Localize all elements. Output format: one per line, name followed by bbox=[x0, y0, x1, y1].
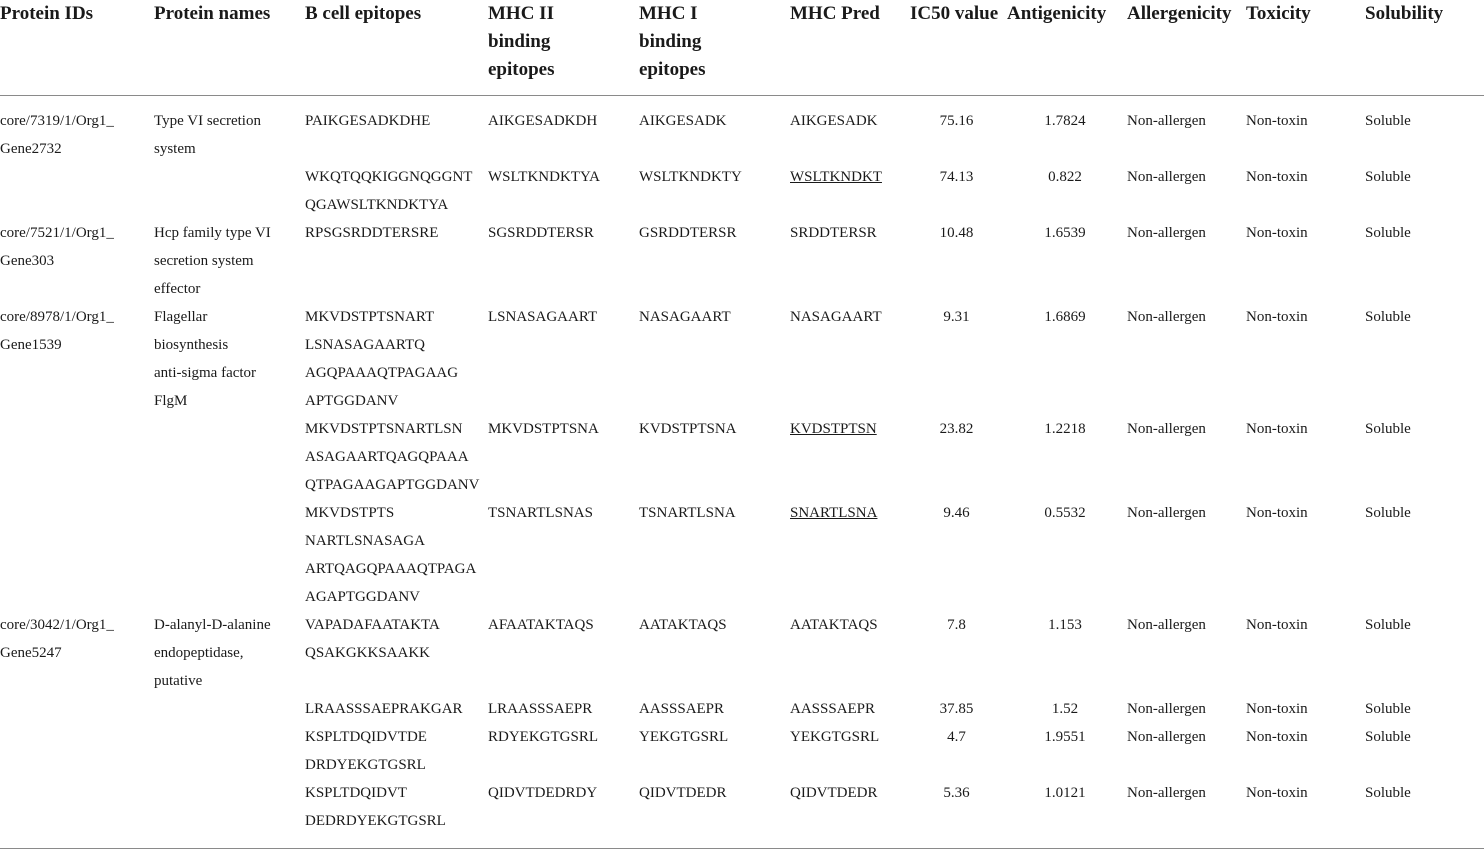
b-cell-epitope-cell-line: LRAASSSAEPRAKGAR bbox=[305, 700, 463, 717]
header-b-cell-epitopes: B cell epitopes bbox=[305, 0, 488, 95]
mhc1-epitope-cell-value: AASSSAEPR bbox=[639, 700, 725, 717]
toxicity-cell bbox=[1246, 611, 1365, 695]
mhc1-epitope-cell bbox=[639, 723, 790, 779]
allergenicity-cell bbox=[1127, 219, 1246, 303]
ic50-cell bbox=[910, 95, 1007, 163]
ic50-cell-value: 5.36 bbox=[943, 784, 970, 801]
header-ic50-value: IC50 value bbox=[910, 0, 1007, 95]
b-cell-epitope-cell-line: QTPAGAAGAPTGGDANV bbox=[305, 476, 480, 493]
allergenicity-cell-value: Non-allergen bbox=[1127, 112, 1206, 129]
ic50-cell bbox=[910, 611, 1007, 695]
mhc1-epitope-cell-value: GSRDDTERSR bbox=[639, 224, 737, 241]
toxicity-cell-value: Non-toxin bbox=[1246, 728, 1308, 745]
table-row bbox=[0, 723, 1484, 779]
protein-name-cell-line: FlgM bbox=[154, 392, 188, 409]
ic50-cell-value: 4.7 bbox=[947, 728, 966, 745]
protein-id-cell bbox=[0, 611, 154, 695]
protein-name-cell-line: biosynthesis bbox=[154, 336, 229, 353]
mhc2-epitope-cell-value: SGSRDDTERSR bbox=[488, 224, 594, 241]
mhc-pred-cell bbox=[790, 499, 910, 611]
mhc-pred-cell bbox=[790, 723, 910, 779]
table-row bbox=[0, 95, 1484, 163]
mhc1-epitope-cell-value: NASAGAART bbox=[639, 308, 731, 325]
mhc-pred-cell-value: AATAKTAQS bbox=[790, 616, 878, 633]
header-solubility: Solubility bbox=[1365, 0, 1484, 95]
ic50-cell-value: 37.85 bbox=[939, 700, 974, 717]
antigenicity-cell-value: 1.52 bbox=[1051, 700, 1079, 717]
toxicity-cell-value: Non-toxin bbox=[1246, 168, 1308, 185]
solubility-cell-value: Soluble bbox=[1365, 784, 1411, 801]
mhc2-epitope-cell-value: AFAATAKTAQS bbox=[488, 616, 594, 633]
toxicity-cell bbox=[1246, 219, 1365, 303]
b-cell-epitope-cell-line: NARTLSNASAGA bbox=[305, 532, 425, 549]
protein-id-cell bbox=[0, 219, 154, 303]
allergenicity-cell bbox=[1127, 303, 1246, 415]
antigenicity-cell-value: 1.9551 bbox=[1044, 728, 1086, 745]
b-cell-epitope-cell bbox=[305, 499, 488, 611]
protein-id-cell bbox=[0, 695, 154, 723]
antigenicity-cell bbox=[1007, 303, 1127, 415]
table-bottom-rule bbox=[0, 848, 1484, 849]
mhc-pred-cell-value: NASAGAART bbox=[790, 308, 882, 325]
allergenicity-cell bbox=[1127, 611, 1246, 695]
mhc1-epitope-cell bbox=[639, 611, 790, 695]
protein-id-cell-line: core/7521/1/Org1_ bbox=[0, 224, 114, 241]
mhc-pred-cell-value: QIDVTDEDR bbox=[790, 784, 878, 801]
mhc2-epitope-cell bbox=[488, 95, 639, 163]
allergenicity-cell bbox=[1127, 163, 1246, 219]
b-cell-epitope-cell-line: MKVDSTPTSNART bbox=[305, 308, 435, 325]
table-row bbox=[0, 611, 1484, 695]
solubility-cell bbox=[1365, 723, 1484, 779]
protein-name-cell-line: D-alanyl-D-alanine bbox=[154, 616, 271, 633]
protein-name-cell-line: system bbox=[154, 140, 196, 157]
solubility-cell-value: Soluble bbox=[1365, 616, 1411, 633]
protein-id-cell-line: Gene5247 bbox=[0, 644, 62, 661]
toxicity-cell-value: Non-toxin bbox=[1246, 308, 1308, 325]
toxicity-cell-value: Non-toxin bbox=[1246, 224, 1308, 241]
allergenicity-cell-value: Non-allergen bbox=[1127, 728, 1206, 745]
mhc-pred-cell bbox=[790, 779, 910, 845]
header-allergenicity: Allergenicity bbox=[1127, 0, 1246, 95]
protein-name-cell bbox=[154, 723, 305, 779]
table-row bbox=[0, 695, 1484, 723]
mhc2-epitope-cell-value: LSNASAGAART bbox=[488, 308, 598, 325]
mhc1-epitope-cell bbox=[639, 779, 790, 845]
mhc2-epitope-cell bbox=[488, 723, 639, 779]
toxicity-cell bbox=[1246, 499, 1365, 611]
b-cell-epitope-cell-line: MKVDSTPTSNARTLSN bbox=[305, 420, 463, 437]
solubility-cell bbox=[1365, 163, 1484, 219]
solubility-cell bbox=[1365, 611, 1484, 695]
protein-name-cell-line: Type VI secretion bbox=[154, 112, 261, 129]
toxicity-cell-value: Non-toxin bbox=[1246, 420, 1308, 437]
b-cell-epitope-cell bbox=[305, 95, 488, 163]
solubility-cell-value: Soluble bbox=[1365, 420, 1411, 437]
allergenicity-cell-value: Non-allergen bbox=[1127, 616, 1206, 633]
b-cell-epitope-cell-line: KSPLTDQIDVTDE bbox=[305, 728, 427, 745]
solubility-cell-value: Soluble bbox=[1365, 504, 1411, 521]
protein-name-cell-line: secretion system bbox=[154, 252, 254, 269]
header-row bbox=[0, 0, 1484, 95]
mhc1-epitope-cell bbox=[639, 499, 790, 611]
protein-name-cell bbox=[154, 95, 305, 163]
mhc1-epitope-cell-value: WSLTKNDKTY bbox=[639, 168, 742, 185]
protein-id-cell-line: Gene1539 bbox=[0, 336, 62, 353]
header-toxicity: Toxicity bbox=[1246, 0, 1365, 95]
mhc2-epitope-cell bbox=[488, 303, 639, 415]
toxicity-cell bbox=[1246, 95, 1365, 163]
toxicity-cell bbox=[1246, 695, 1365, 723]
ic50-cell bbox=[910, 303, 1007, 415]
b-cell-epitope-cell-line: QGAWSLTKNDKTYA bbox=[305, 196, 449, 213]
allergenicity-cell bbox=[1127, 415, 1246, 499]
mhc-pred-cell bbox=[790, 695, 910, 723]
b-cell-epitope-cell-line: AGQPAAAQTPAGAAG bbox=[305, 364, 459, 381]
mhc2-epitope-cell-value: RDYEKGTGSRL bbox=[488, 728, 599, 745]
b-cell-epitope-cell bbox=[305, 695, 488, 723]
ic50-cell bbox=[910, 219, 1007, 303]
protein-name-cell-line: effector bbox=[154, 280, 201, 297]
solubility-cell bbox=[1365, 779, 1484, 845]
solubility-cell-value: Soluble bbox=[1365, 112, 1411, 129]
mhc2-epitope-cell bbox=[488, 779, 639, 845]
mhc-pred-cell-value: SRDDTERSR bbox=[790, 224, 877, 241]
table-row bbox=[0, 415, 1484, 499]
mhc1-epitope-cell bbox=[639, 303, 790, 415]
antigenicity-cell bbox=[1007, 779, 1127, 845]
ic50-cell-value: 23.82 bbox=[939, 420, 974, 437]
toxicity-cell bbox=[1246, 723, 1365, 779]
protein-name-cell-line: anti-sigma factor bbox=[154, 364, 257, 381]
mhc2-epitope-cell-value: LRAASSSAEPR bbox=[488, 700, 593, 717]
mhc2-epitope-cell-value: WSLTKNDKTYA bbox=[488, 168, 600, 185]
solubility-cell bbox=[1365, 219, 1484, 303]
mhc2-epitope-cell bbox=[488, 163, 639, 219]
mhc1-epitope-cell bbox=[639, 163, 790, 219]
allergenicity-cell bbox=[1127, 695, 1246, 723]
antigenicity-cell-value: 1.7824 bbox=[1044, 112, 1086, 129]
antigenicity-cell-value: 1.153 bbox=[1048, 616, 1082, 633]
protein-id-cell bbox=[0, 415, 154, 499]
protein-id-cell-line: Gene303 bbox=[0, 252, 55, 269]
ic50-cell bbox=[910, 499, 1007, 611]
b-cell-epitope-cell bbox=[305, 779, 488, 845]
b-cell-epitope-cell-line: APTGGDANV bbox=[305, 392, 399, 409]
ic50-cell bbox=[910, 415, 1007, 499]
mhc-pred-cell bbox=[790, 303, 910, 415]
mhc2-epitope-cell bbox=[488, 695, 639, 723]
b-cell-epitope-cell-line: ASAGAARTQAGQPAAA bbox=[305, 448, 469, 465]
ic50-cell-value: 74.13 bbox=[939, 168, 974, 185]
protein-name-cell bbox=[154, 163, 305, 219]
protein-name-cell bbox=[154, 415, 305, 499]
mhc2-epitope-cell-value: QIDVTDEDRDY bbox=[488, 784, 598, 801]
toxicity-cell-value: Non-toxin bbox=[1246, 784, 1308, 801]
table-row bbox=[0, 779, 1484, 845]
solubility-cell bbox=[1365, 303, 1484, 415]
mhc-pred-cell bbox=[790, 611, 910, 695]
protein-id-cell bbox=[0, 303, 154, 415]
b-cell-epitope-cell-line: QSAKGKKSAAKK bbox=[305, 644, 431, 661]
protein-name-cell-line: putative bbox=[154, 672, 203, 689]
b-cell-epitope-cell bbox=[305, 415, 488, 499]
header-mhc-pred: MHC Pred bbox=[790, 0, 910, 95]
solubility-cell-value: Soluble bbox=[1365, 700, 1411, 717]
mhc-pred-cell-value: AASSSAEPR bbox=[790, 700, 876, 717]
toxicity-cell bbox=[1246, 779, 1365, 845]
solubility-cell-value: Soluble bbox=[1365, 168, 1411, 185]
protein-name-cell bbox=[154, 303, 305, 415]
solubility-cell-value: Soluble bbox=[1365, 308, 1411, 325]
antigenicity-cell bbox=[1007, 95, 1127, 163]
ic50-cell bbox=[910, 163, 1007, 219]
mhc-pred-cell bbox=[790, 95, 910, 163]
header-protein-names: Protein names bbox=[154, 0, 305, 95]
ic50-cell bbox=[910, 695, 1007, 723]
allergenicity-cell bbox=[1127, 499, 1246, 611]
antigenicity-cell bbox=[1007, 163, 1127, 219]
mhc2-epitope-cell-value: TSNARTLSNAS bbox=[488, 504, 593, 521]
mhc2-epitope-cell bbox=[488, 499, 639, 611]
allergenicity-cell bbox=[1127, 779, 1246, 845]
table-row bbox=[0, 303, 1484, 415]
toxicity-cell bbox=[1246, 163, 1365, 219]
b-cell-epitope-cell-line: WKQTQQKIGGNQGGNT bbox=[305, 168, 473, 185]
mhc-pred-cell bbox=[790, 415, 910, 499]
antigenicity-cell bbox=[1007, 499, 1127, 611]
protein-id-cell-line: core/8978/1/Org1_ bbox=[0, 308, 114, 325]
protein-name-cell bbox=[154, 611, 305, 695]
allergenicity-cell-value: Non-allergen bbox=[1127, 420, 1206, 437]
protein-id-cell bbox=[0, 163, 154, 219]
allergenicity-cell-value: Non-allergen bbox=[1127, 168, 1206, 185]
ic50-cell bbox=[910, 723, 1007, 779]
toxicity-cell bbox=[1246, 303, 1365, 415]
protein-id-cell bbox=[0, 95, 154, 163]
protein-name-cell bbox=[154, 695, 305, 723]
ic50-cell-value: 7.8 bbox=[947, 616, 966, 633]
toxicity-cell-value: Non-toxin bbox=[1246, 616, 1308, 633]
b-cell-epitope-cell bbox=[305, 163, 488, 219]
mhc1-epitope-cell-value: KVDSTPTSNA bbox=[639, 420, 737, 437]
mhc2-epitope-cell-value: AIKGESADKDH bbox=[488, 112, 598, 129]
protein-id-cell bbox=[0, 723, 154, 779]
allergenicity-cell bbox=[1127, 95, 1246, 163]
ic50-cell-value: 75.16 bbox=[939, 112, 974, 129]
mhc-pred-cell-value: AIKGESADK bbox=[790, 112, 878, 129]
mhc-pred-cell-value: KVDSTPTSN bbox=[790, 420, 877, 437]
protein-name-cell-line: endopeptidase, bbox=[154, 644, 244, 661]
protein-name-cell-line: Flagellar bbox=[154, 308, 208, 325]
protein-id-cell-line: core/7319/1/Org1_ bbox=[0, 112, 114, 129]
antigenicity-cell-value: 1.2218 bbox=[1044, 420, 1086, 437]
toxicity-cell-value: Non-toxin bbox=[1246, 700, 1308, 717]
allergenicity-cell-value: Non-allergen bbox=[1127, 308, 1206, 325]
antigenicity-cell-value: 0.822 bbox=[1048, 168, 1082, 185]
protein-id-cell bbox=[0, 499, 154, 611]
b-cell-epitope-cell-line: DRDYEKGTGSRL bbox=[305, 756, 426, 773]
b-cell-epitope-cell-line: VAPADAFAATAKTA bbox=[305, 616, 440, 633]
b-cell-epitope-cell bbox=[305, 303, 488, 415]
header-antigenicity: Antigenicity bbox=[1007, 0, 1127, 95]
allergenicity-cell-value: Non-allergen bbox=[1127, 504, 1206, 521]
antigenicity-cell-value: 0.5532 bbox=[1044, 504, 1086, 521]
header-mhc1-epitopes: MHC I binding epitopes bbox=[639, 0, 790, 95]
table-row bbox=[0, 499, 1484, 611]
solubility-cell-value: Soluble bbox=[1365, 728, 1411, 745]
b-cell-epitope-cell bbox=[305, 611, 488, 695]
protein-id-cell-line: Gene2732 bbox=[0, 140, 62, 157]
b-cell-epitope-cell-line: DEDRDYEKGTGSRL bbox=[305, 812, 446, 829]
mhc1-epitope-cell bbox=[639, 95, 790, 163]
mhc2-epitope-cell bbox=[488, 415, 639, 499]
mhc1-epitope-cell-value: AATAKTAQS bbox=[639, 616, 727, 633]
solubility-cell bbox=[1365, 95, 1484, 163]
table-row bbox=[0, 163, 1484, 219]
protein-name-cell bbox=[154, 779, 305, 845]
mhc-pred-cell bbox=[790, 163, 910, 219]
protein-name-cell bbox=[154, 499, 305, 611]
antigenicity-cell bbox=[1007, 219, 1127, 303]
allergenicity-cell-value: Non-allergen bbox=[1127, 784, 1206, 801]
mhc1-epitope-cell bbox=[639, 415, 790, 499]
toxicity-cell bbox=[1246, 415, 1365, 499]
antigenicity-cell bbox=[1007, 695, 1127, 723]
protein-name-cell-line: Hcp family type VI bbox=[154, 224, 271, 241]
antigenicity-cell-value: 1.0121 bbox=[1044, 784, 1086, 801]
b-cell-epitope-cell-line: LSNASAGAARTQ bbox=[305, 336, 425, 353]
protein-id-cell-line: core/3042/1/Org1_ bbox=[0, 616, 114, 633]
solubility-cell bbox=[1365, 695, 1484, 723]
ic50-cell-value: 10.48 bbox=[939, 224, 974, 241]
mhc1-epitope-cell-value: AIKGESADK bbox=[639, 112, 727, 129]
mhc2-epitope-cell bbox=[488, 219, 639, 303]
mhc2-epitope-cell bbox=[488, 611, 639, 695]
table-row bbox=[0, 219, 1484, 303]
protein-name-cell bbox=[154, 219, 305, 303]
antigenicity-cell bbox=[1007, 723, 1127, 779]
mhc-pred-cell-value: YEKGTGSRL bbox=[790, 728, 880, 745]
mhc1-epitope-cell-value: YEKGTGSRL bbox=[639, 728, 729, 745]
ic50-cell-value: 9.31 bbox=[943, 308, 970, 325]
mhc-pred-cell-value: SNARTLSNA bbox=[790, 504, 878, 521]
solubility-cell bbox=[1365, 499, 1484, 611]
b-cell-epitope-cell-line: PAIKGESADKDHE bbox=[305, 112, 431, 129]
b-cell-epitope-cell-line: AGAPTGGDANV bbox=[305, 588, 420, 605]
b-cell-epitope-cell-line: RPSGSRDDTERSRE bbox=[305, 224, 439, 241]
mhc1-epitope-cell-value: TSNARTLSNA bbox=[639, 504, 736, 521]
toxicity-cell-value: Non-toxin bbox=[1246, 112, 1308, 129]
b-cell-epitope-cell-line: KSPLTDQIDVT bbox=[305, 784, 407, 801]
antigenicity-cell bbox=[1007, 611, 1127, 695]
antigenicity-cell-value: 1.6539 bbox=[1044, 224, 1086, 241]
solubility-cell-value: Soluble bbox=[1365, 224, 1411, 241]
allergenicity-cell-value: Non-allergen bbox=[1127, 700, 1206, 717]
allergenicity-cell-value: Non-allergen bbox=[1127, 224, 1206, 241]
b-cell-epitope-cell-line: ARTQAGQPAAAQTPAGA bbox=[305, 560, 477, 577]
ic50-cell-value: 9.46 bbox=[943, 504, 970, 521]
mhc1-epitope-cell bbox=[639, 219, 790, 303]
mhc1-epitope-cell bbox=[639, 695, 790, 723]
b-cell-epitope-cell bbox=[305, 723, 488, 779]
antigenicity-cell bbox=[1007, 415, 1127, 499]
solubility-cell bbox=[1365, 415, 1484, 499]
header-mhc2-epitopes: MHC II binding epitopes bbox=[488, 0, 639, 95]
mhc-pred-cell bbox=[790, 219, 910, 303]
ic50-cell bbox=[910, 779, 1007, 845]
b-cell-epitope-cell bbox=[305, 219, 488, 303]
mhc-pred-cell-value: WSLTKNDKT bbox=[790, 168, 882, 185]
b-cell-epitope-cell-line: MKVDSTPTS bbox=[305, 504, 395, 521]
mhc1-epitope-cell-value: QIDVTDEDR bbox=[639, 784, 727, 801]
allergenicity-cell bbox=[1127, 723, 1246, 779]
header-protein-ids: Protein IDs bbox=[0, 0, 154, 95]
toxicity-cell-value: Non-toxin bbox=[1246, 504, 1308, 521]
antigenicity-cell-value: 1.6869 bbox=[1044, 308, 1086, 325]
mhc2-epitope-cell-value: MKVDSTPTSNA bbox=[488, 420, 599, 437]
protein-id-cell bbox=[0, 779, 154, 845]
